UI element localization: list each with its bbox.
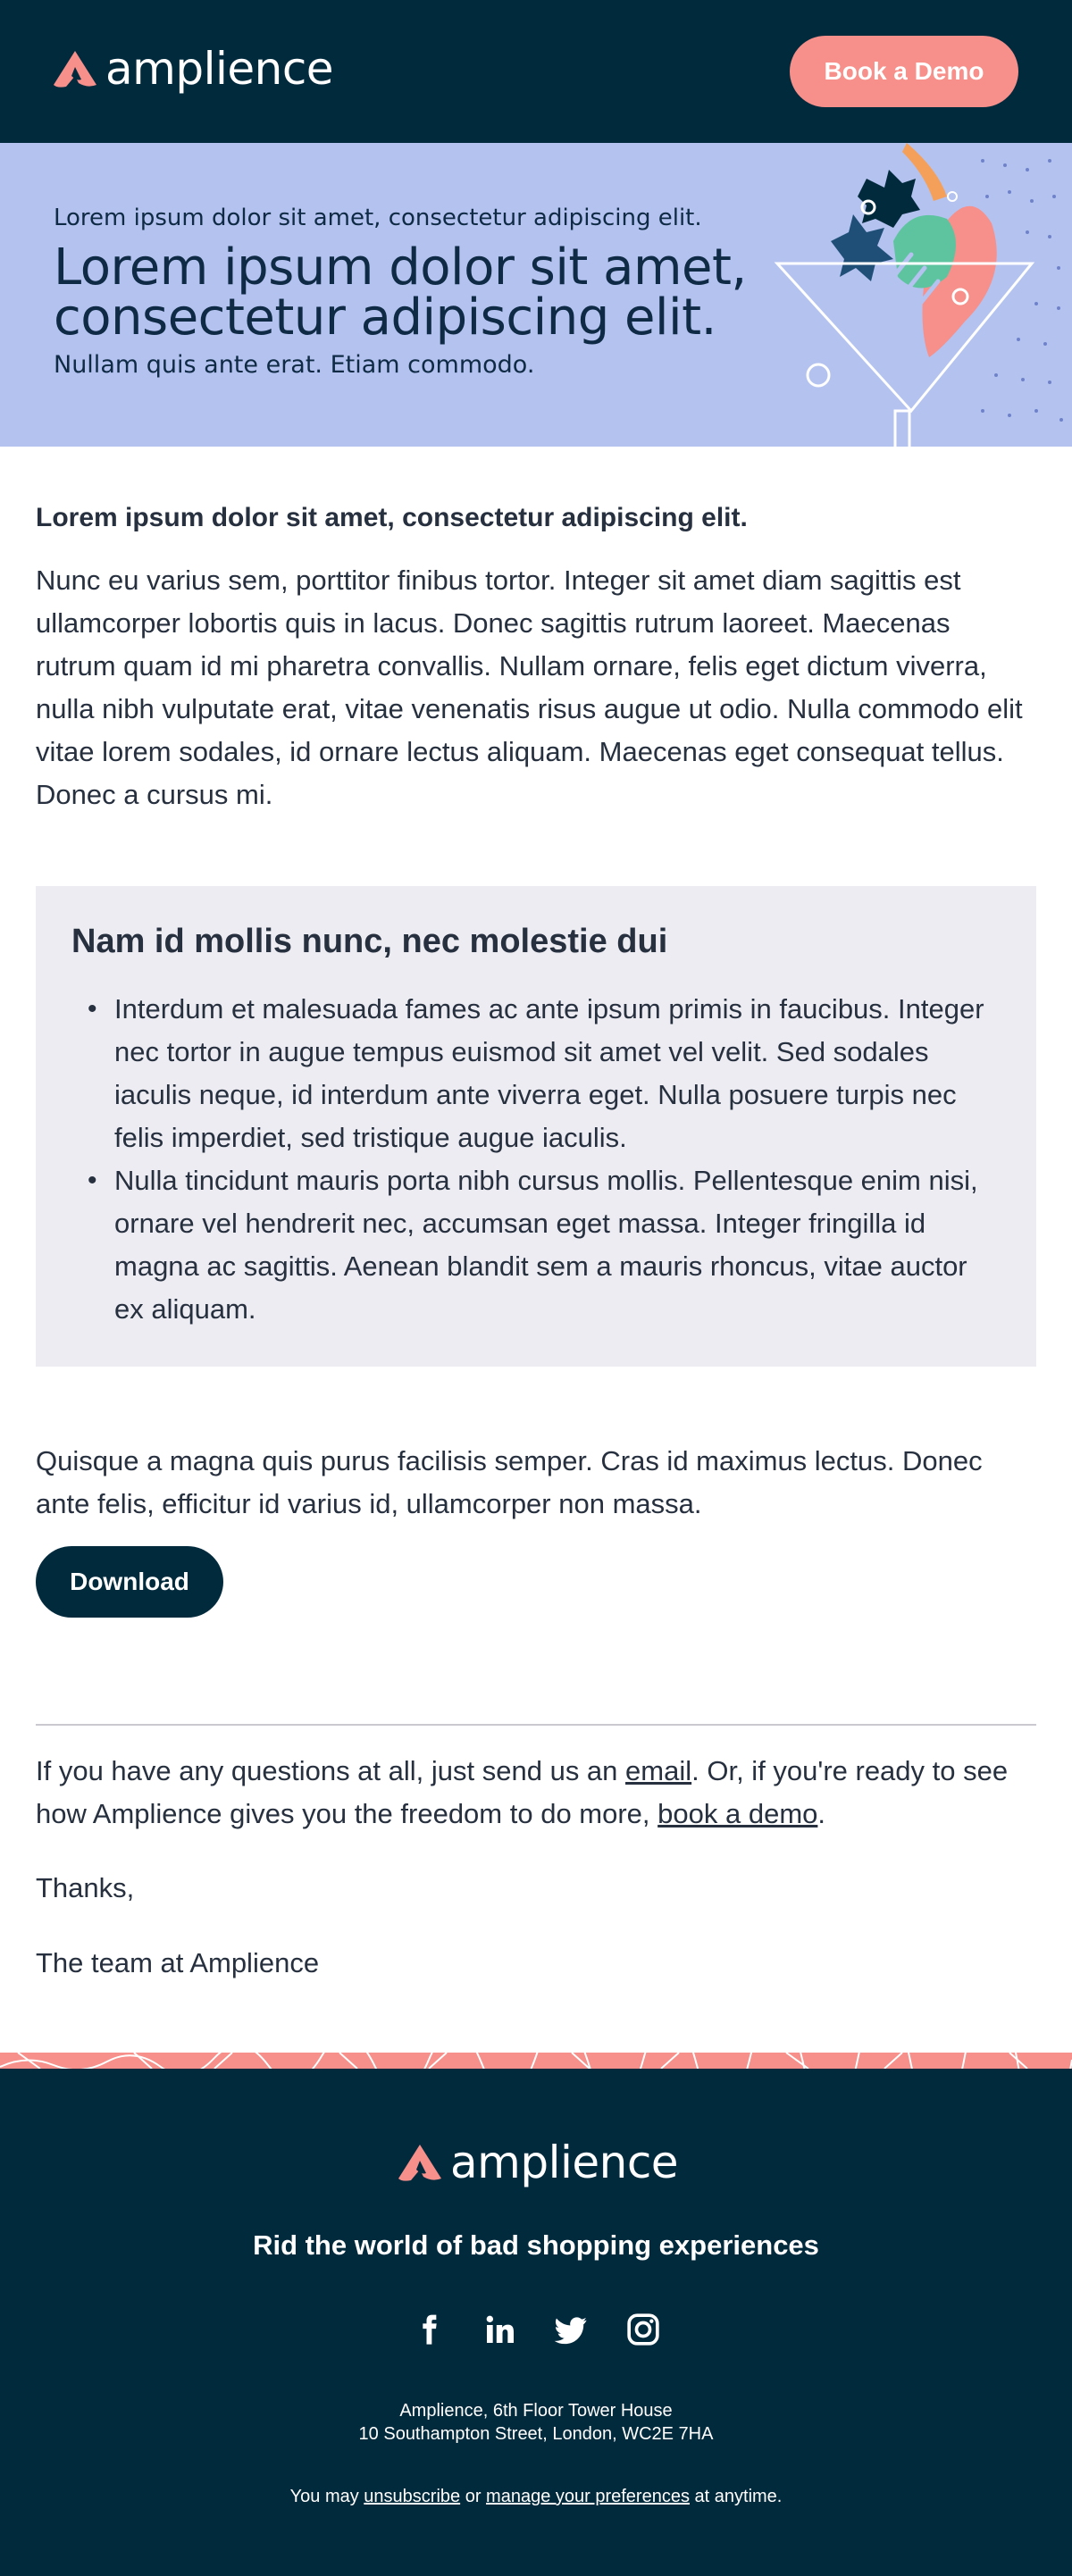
legal-middle: or — [460, 2487, 487, 2506]
address-line-1: Amplience, 6th Floor Tower House — [399, 2401, 673, 2421]
hero-title-line-2: consectetur adipiscing elit. — [54, 289, 716, 347]
brand-logo[interactable] — [52, 43, 334, 95]
hero-text — [54, 204, 768, 381]
lead-heading: Lorem ipsum dolor sit amet, consectetur adipiscing elit. — [36, 503, 748, 532]
address-line-2: 10 Southampton Street, London, WC2E 7HA — [358, 2424, 714, 2444]
book-demo-button[interactable]: Book a Demo — [790, 36, 1018, 107]
signoff-text: The team at Amplience — [36, 1947, 320, 1978]
hero-title-line-1: Lorem ipsum dolor sit amet, — [54, 238, 747, 297]
closing-paragraph: Quisque a magna quis purus facilisis semper. Cras id maximus lectus. Donec ante felis, efficitur id varius id, ullamcorper non massa. — [36, 1445, 983, 1519]
thanks-text: Thanks, — [36, 1872, 135, 1903]
footer-tagline: Rid the world of bad shopping experiences — [253, 2229, 819, 2261]
intro-paragraph: Nunc eu varius sem, porttitor finibus tortor. Integer sit amet diam sagittis est ullamcorper lobortis quis in lacus. Donec sagittis rutrum laoreet. Maecenas rutrum quam id mi pharetra convallis. Nullam ornare, felis eget dictum viverra, nulla nibh vulputate erat, vitae venenatis risus augue ut odio. Nulla commodo elit vitae lorem sodales, id ornare lectus aliquam. Maecenas eget consequat tellus. Donec a cursus mi. — [36, 565, 1023, 810]
hero-title — [54, 238, 768, 347]
download-button[interactable]: Download — [36, 1546, 223, 1618]
instagram-icon[interactable] — [625, 2312, 661, 2347]
email-footer — [0, 2069, 1072, 2576]
company-address — [0, 2399, 1072, 2446]
footer-logo[interactable] — [397, 2137, 679, 2188]
bullet-list — [71, 988, 1001, 1331]
amplience-logo-icon — [52, 49, 98, 88]
legal-text — [0, 2485, 1072, 2508]
hero-eyebrow: Lorem ipsum dolor sit amet, consectetur adipiscing elit. — [54, 205, 702, 231]
hero-subtitle: Nullam quis ante erat. Etiam commodo. — [54, 351, 535, 379]
linkedin-icon[interactable] — [482, 2312, 518, 2347]
questions-paragraph — [36, 1750, 1036, 1836]
questions-text: If you have any questions at all, just send us an — [36, 1755, 626, 1786]
social-links — [0, 2312, 1072, 2347]
highlight-box — [36, 886, 1036, 1367]
legal-prefix: You may — [289, 2487, 364, 2506]
highlight-box-title: Nam id mollis nunc, nec molestie dui — [71, 923, 668, 960]
unsubscribe-link[interactable]: unsubscribe — [364, 2487, 461, 2506]
questions-text: . Or, if you're ready to see how Amplience gives you the freedom to do more, — [36, 1755, 1009, 1829]
hero-banner — [0, 143, 1072, 447]
twitter-icon[interactable] — [554, 2312, 590, 2347]
list-item: • Nulla tincidunt mauris porta nibh cursus mollis. Pellentesque enim nisi, ornare vel hendrerit nec, accumsan eget massa. Integer fringilla id magna ac sagittis. Aenean blandit sem a mauris rhoncus, vitae auctor ex aliquam. — [71, 1159, 1001, 1331]
list-item: • Interdum et malesuada fames ac ante ipsum primis in faucibus. Integer nec tortor in augue tempus euismod sit amet vel velit. Sed sodales iaculis neque, id interdum ante viverra eget. Nulla posuere turpis nec felis imperdiet, sed tristique augue iaculis. — [71, 988, 1001, 1159]
cocktail-illustration-icon — [759, 143, 1072, 447]
manage-preferences-link[interactable]: manage your preferences — [486, 2487, 690, 2506]
email-header — [0, 0, 1072, 143]
section-divider — [36, 1724, 1036, 1726]
book-demo-link[interactable]: book a demo — [657, 1798, 818, 1829]
email-link[interactable]: email — [625, 1755, 692, 1786]
amplience-logo-icon — [397, 2143, 443, 2182]
brand-wordmark: amplience — [450, 2137, 679, 2188]
brand-wordmark: amplience — [105, 43, 334, 95]
decorative-pattern-strip — [0, 2053, 1072, 2069]
facebook-icon[interactable] — [411, 2312, 447, 2347]
main-content — [36, 500, 1036, 816]
legal-suffix: at anytime. — [689, 2487, 783, 2506]
questions-text: . — [817, 1798, 826, 1829]
